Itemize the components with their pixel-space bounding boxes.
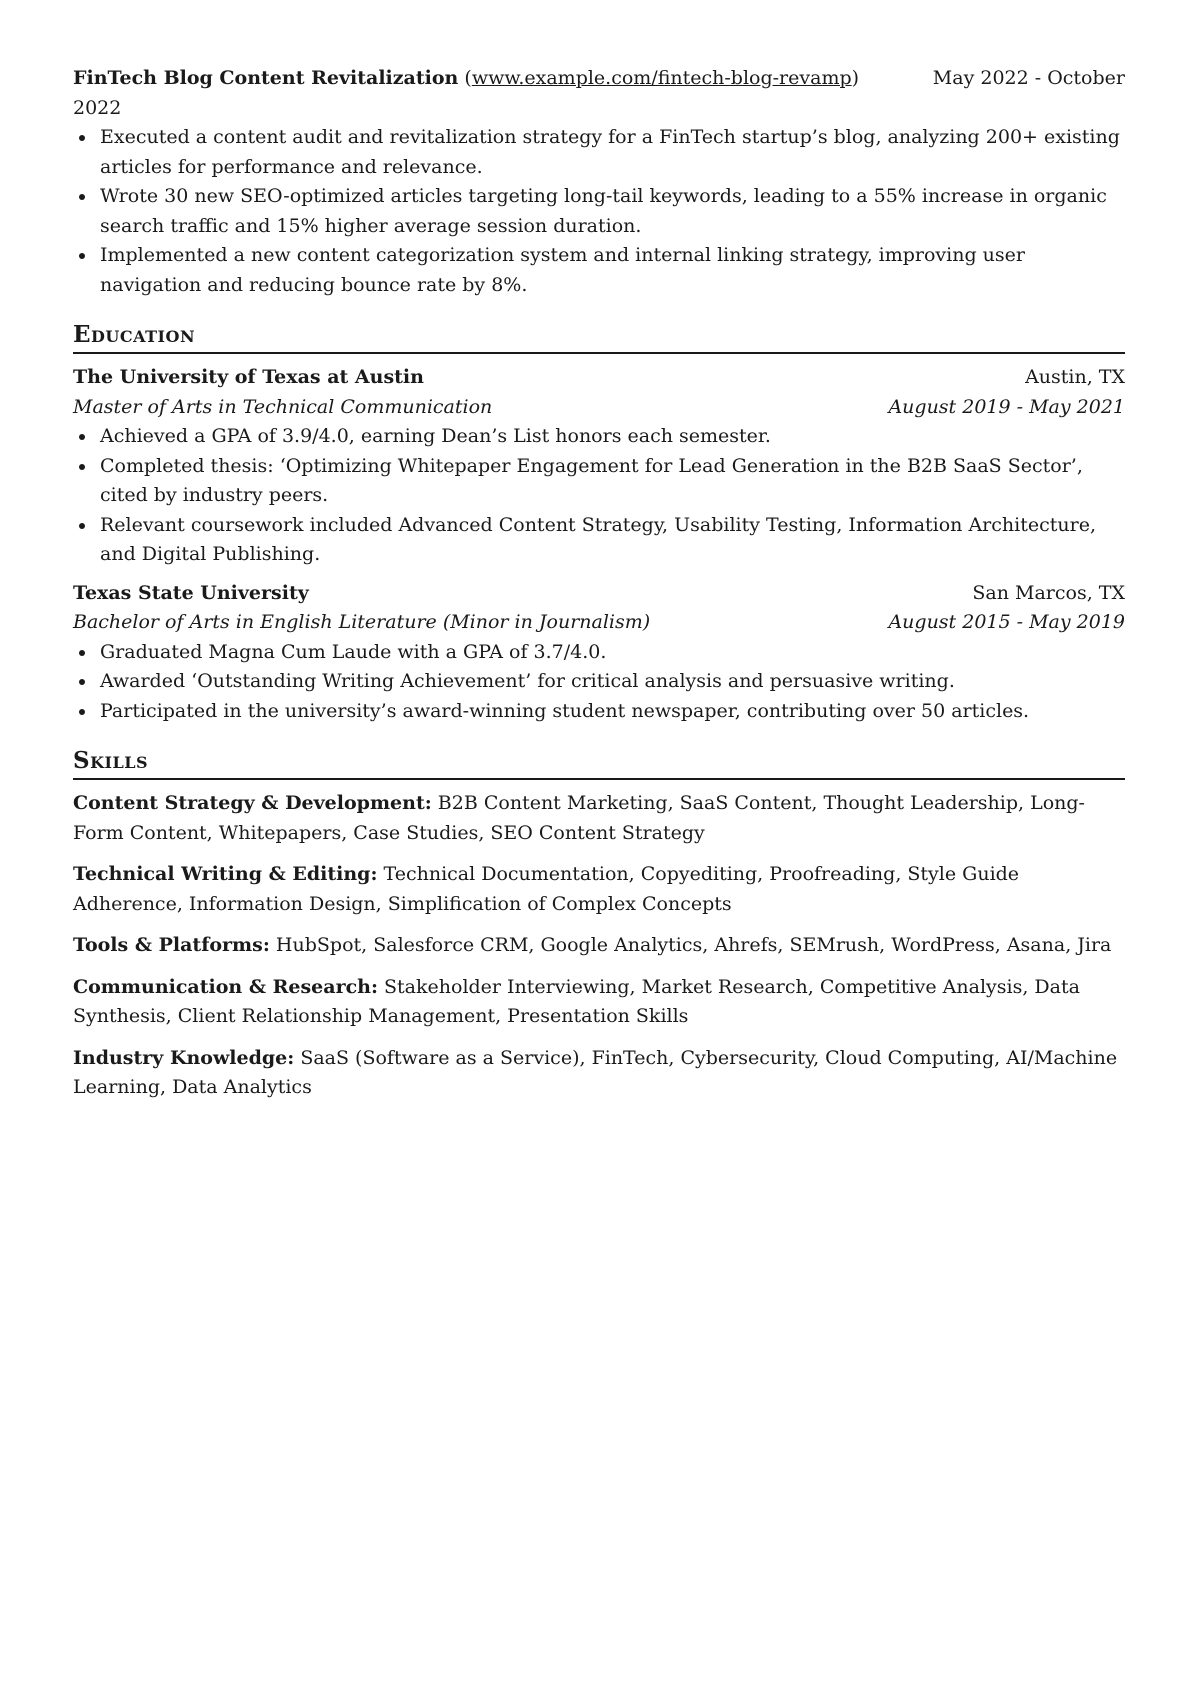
degree: Bachelor of Arts in English Literature (Minor in Journalism) [73, 611, 651, 633]
resume-page [73, 64, 1125, 1115]
education-bullets [73, 422, 1125, 570]
list-item: Executed a content audit and revitalization strategy for a FinTech startup’s blog, analyzing 200+ existing articles for performance and relevance. [73, 123, 1125, 182]
project-date: May 2022 - October [932, 67, 1125, 89]
education-bullets [73, 638, 1125, 727]
education-heading: Education [73, 320, 1125, 354]
skill-value: Technical Documentation, Copyediting, Proofreading, Style Guide Adherence, Information Design, Simplification of Complex Concepts [73, 863, 1020, 915]
school-location: Austin, TX [1025, 366, 1125, 388]
school-location: San Marcos, TX [972, 581, 1125, 604]
list-item: Awarded ‘Outstanding Writing Achievement’ for critical analysis and persuasive writing. [73, 667, 1125, 697]
skills-heading: Skills [73, 746, 1125, 780]
list-item: Relevant coursework included Advanced Content Strategy, Usability Testing, Information Architecture, and Digital Publishing. [73, 511, 1125, 570]
degree-dates: August 2015 - May 2019 [888, 611, 1125, 633]
school-name: The University of Texas at Austin [73, 366, 424, 388]
list-item: Graduated Magna Cum Laude with a GPA of 3.7/4.0. [73, 638, 1125, 668]
project-link[interactable]: www.example.com/fintech-blog-revamp [471, 67, 852, 89]
project-entry [73, 64, 1125, 300]
skill-label: Content Strategy & Development: [73, 792, 432, 814]
skill-technical-writing [73, 860, 1125, 919]
skill-value: SaaS (Software as a Service), FinTech, Cybersecurity, Cloud Computing, AI/Machine Learning, Data Analytics [73, 1046, 1118, 1098]
project-title: FinTech Blog Content Revitalization [73, 67, 459, 89]
degree: Master of Arts in Technical Communication [73, 395, 493, 418]
skill-content-strategy [73, 789, 1125, 848]
skill-label: Tools & Platforms: [73, 934, 270, 956]
list-item: Achieved a GPA of 3.9/4.0, earning Dean’s List honors each semester. [73, 422, 1125, 452]
list-item: Wrote 30 new SEO-optimized articles targeting long-tail keywords, leading to a 55% increase in organic search traffic and 15% higher average session duration. [73, 182, 1125, 241]
skill-value: HubSpot, Salesforce CRM, Google Analytics, Ahrefs, SEMrush, WordPress, Asana, Jira [275, 934, 1112, 956]
list-item: Completed thesis: ‘Optimizing Whitepaper Engagement for Lead Generation in the B2B SaaS Sector’, cited by industry peers. [73, 452, 1125, 511]
degree-dates: August 2019 - May 2021 [888, 395, 1125, 418]
project-bullets [73, 123, 1125, 300]
project-header [73, 64, 1125, 94]
education-entry-texas-state [73, 579, 1125, 727]
skill-label: Communication & Research: [73, 975, 378, 998]
skill-label: Industry Knowledge: [73, 1046, 295, 1069]
list-item: Participated in the university’s award-winning student newspaper, contributing over 50 articles. [73, 697, 1125, 727]
skill-value: Stakeholder Interviewing, Market Research, Competitive Analysis, Data Synthesis, Client Relationship Management, Presentation Skills [73, 975, 1080, 1027]
skill-value: B2B Content Marketing, SaaS Content, Thought Leadership, Long-Form Content, Whitepapers, Case Studies, SEO Content Strategy [73, 792, 1085, 844]
education-entry-ut-austin [73, 363, 1125, 570]
skill-tools-platforms [73, 931, 1125, 961]
project-link-open: ( [464, 67, 472, 89]
school-name: Texas State University [73, 581, 309, 604]
skill-label: Technical Writing & Editing: [73, 863, 378, 885]
project-date-continued: 2022 [73, 96, 122, 119]
skill-communication-research [73, 973, 1125, 1032]
project-link-close: ) [851, 67, 860, 89]
skill-industry-knowledge [73, 1044, 1125, 1103]
list-item: Implemented a new content categorization system and internal linking strategy, improving user navigation and reducing bounce rate by 8%. [73, 241, 1125, 300]
